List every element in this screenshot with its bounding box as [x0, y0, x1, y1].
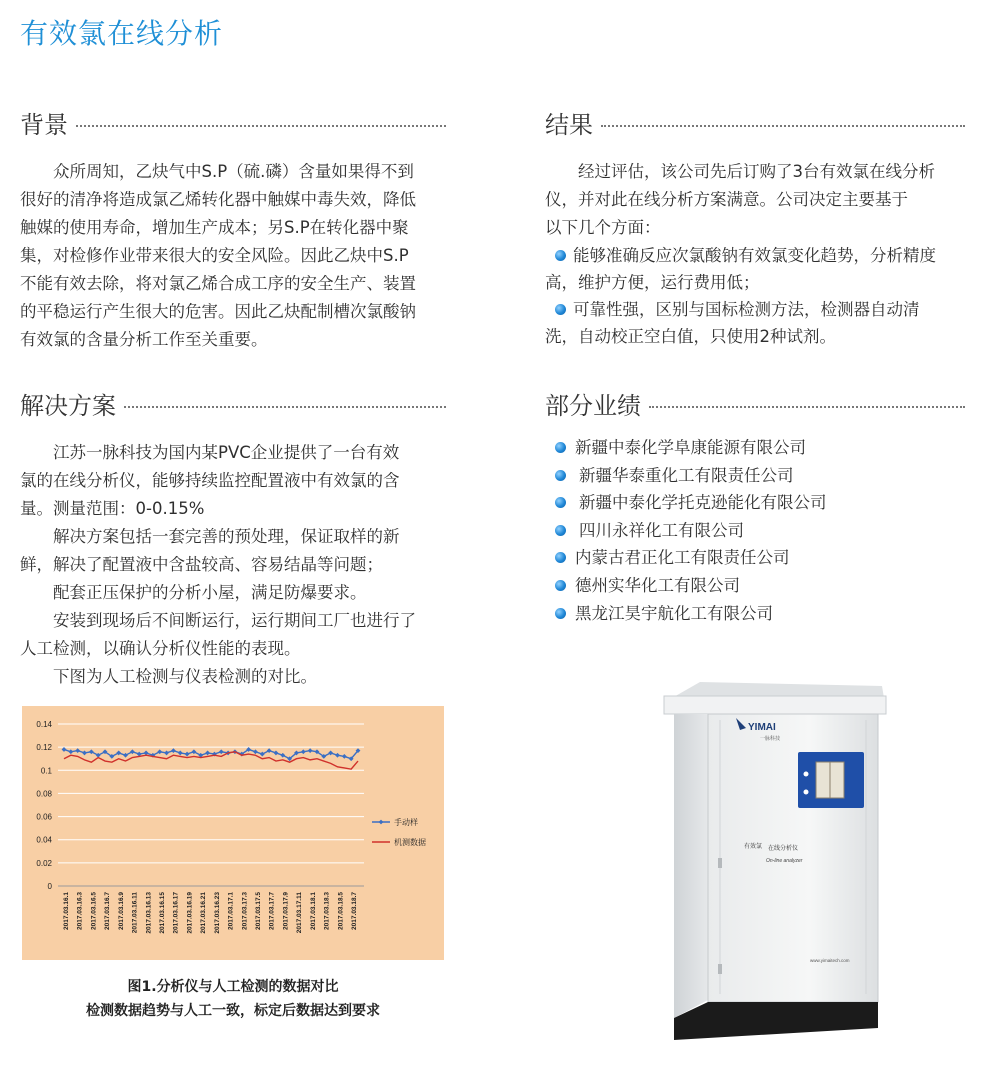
manual-series-point	[130, 749, 135, 754]
background-line: 集，对检修作业带来很大的安全风险。因此乙炔中S.P	[20, 246, 409, 265]
manual-series-point	[171, 748, 176, 753]
results-heading-text: 结果	[545, 110, 593, 139]
manual-series-point	[75, 748, 80, 753]
company-name: 四川永祥化工有限公司	[579, 520, 744, 540]
chart-y-tick-label: 0.04	[36, 835, 52, 845]
chart-x-tick-label: 2017.03.17.1	[227, 892, 235, 930]
manual-series-point	[267, 748, 272, 753]
chart-x-tick-label: 2017.03.16.23	[213, 892, 221, 934]
performance-heading	[545, 386, 965, 420]
background-heading	[20, 105, 446, 139]
chart-x-tick-label: 2017.03.17.5	[255, 892, 262, 930]
solution-line: 安装到现场后不间断运行，运行期间工厂也进行了	[53, 611, 416, 630]
bullet-icon	[555, 580, 566, 591]
manual-series-point	[205, 751, 210, 756]
chart-x-tick-label: 2017.03.18.1	[309, 892, 317, 930]
device-brand-sub: 一脉科技	[760, 736, 781, 742]
chart-y-tick-label: 0.02	[36, 858, 52, 868]
heading-divider	[76, 125, 446, 127]
manual-series-point	[192, 749, 197, 754]
manual-series-point	[253, 749, 258, 754]
manual-series-point	[274, 751, 279, 756]
chart-x-tick-label: 2017.03.17.11	[296, 892, 304, 934]
manual-series-point	[260, 752, 265, 757]
manual-series-point	[301, 749, 306, 754]
company-item	[545, 544, 965, 572]
chart-x-tick-label: 2017.03.17.7	[268, 892, 276, 930]
manual-series-point	[219, 749, 224, 754]
heading-divider	[601, 125, 965, 127]
manual-series-point	[116, 751, 121, 756]
chart-x-tick-label: 2017.03.16.5	[90, 892, 98, 930]
results-point-line2: 洗，自动校正空白值，只使用2种试剂。	[545, 327, 836, 346]
page-title: 有效氯在线分析	[20, 17, 224, 50]
chart-y-tick-label: 0.1	[40, 766, 52, 776]
chart-x-tick-label: 2017.03.17.9	[282, 892, 290, 930]
background-line: 很好的清净将造成氯乙烯转化器中触媒中毒失效，降低	[20, 190, 416, 209]
solution-line: 配套正压保护的分析小屋，满足防爆要求。	[53, 583, 367, 602]
manual-series-point	[164, 751, 169, 756]
legend-marker	[379, 820, 384, 825]
legend-label: 机测数据	[394, 838, 426, 847]
performance-heading-text: 部分业绩	[545, 391, 641, 420]
background-heading-text: 背景	[20, 110, 68, 139]
company-name: 黑龙江昊宇航化工有限公司	[575, 603, 773, 623]
company-name: 内蒙古君正化工有限责任公司	[575, 548, 790, 568]
solution-line: 氯的在线分析仪，能够持续监控配置液中有效氯的含	[20, 471, 400, 490]
manual-series-line	[64, 749, 358, 758]
background-line: 有效氯的含量分析工作至关重要。	[20, 330, 268, 349]
solution-heading-text: 解决方案	[20, 391, 116, 420]
device-brand: YIMAI	[748, 722, 776, 733]
chart-y-tick-label: 0.06	[36, 812, 52, 822]
chart-caption-title: 图1.分析仪与人工检测的数据对比	[127, 979, 339, 995]
results-heading	[545, 105, 965, 139]
chart-x-tick-label: 2017.03.16.21	[200, 892, 208, 934]
background-paragraph	[20, 158, 450, 354]
results-points	[535, 242, 975, 350]
chart-x-tick-label: 2017.03.16.11	[131, 892, 139, 934]
results-line: 以下几个方面：	[545, 218, 661, 237]
chart-caption-subtitle: 检测数据趋势与人工一致，标定后数据达到要求	[86, 1003, 380, 1019]
company-item	[545, 434, 965, 462]
company-item	[545, 489, 965, 517]
solution-paragraph	[20, 439, 450, 691]
company-item	[545, 462, 965, 490]
company-name: 新疆华泰重化工有限责任公司	[579, 465, 794, 485]
chart-y-tick-label: 0	[47, 882, 52, 891]
legend-label: 手动样	[394, 818, 418, 827]
manual-series-point	[157, 749, 162, 754]
solution-line: 江苏一脉科技为国内某PVC企业提供了一台有效	[53, 443, 400, 462]
manual-series-point	[62, 747, 67, 752]
background-line: 不能有效去除，将对氯乙烯合成工序的安全生产、装置	[20, 274, 416, 293]
manual-series-point	[82, 751, 87, 756]
chart-x-tick-label: 2017.03.18.3	[323, 892, 331, 930]
bullet-icon	[555, 470, 566, 481]
background-line: 众所周知，乙炔气中S.P（硫.磷）含量如果得不到	[53, 162, 414, 181]
solution-heading	[20, 386, 446, 420]
solution-line: 解决方案包括一套完善的预处理，保证取样的新	[53, 527, 400, 546]
solution-line: 鲜，解决了配置液中含盐较高、容易结晶等问题；	[20, 555, 383, 574]
company-item	[545, 517, 965, 545]
bullet-icon	[555, 525, 566, 536]
chart-y-tick-label: 0.14	[36, 720, 52, 729]
chart-x-tick-label: 2017.03.17.3	[241, 892, 249, 930]
manual-series-point	[280, 753, 285, 758]
company-name: 德州实华化工有限公司	[575, 575, 740, 595]
chart-x-tick-label: 2017.03.16.1	[63, 892, 70, 930]
manual-series-point	[89, 749, 94, 754]
manual-series-point	[342, 754, 347, 759]
heading-divider	[649, 406, 965, 408]
chart-y-tick-label: 0.08	[36, 789, 52, 799]
device-label-3: On-line analyzer	[766, 858, 803, 864]
manual-series-point	[335, 753, 340, 758]
results-line: 仪，并对此在线分析方案满意。公司决定主要基于	[545, 190, 908, 209]
solution-line: 量。测量范围：0-0.15%	[20, 499, 205, 518]
company-item	[545, 572, 965, 600]
chart-y-tick-label: 0.12	[36, 743, 52, 753]
bullet-icon	[555, 304, 566, 315]
chart-x-tick-label: 2017.03.18.7	[351, 892, 358, 930]
device-footer: www.yimaitech.com	[810, 958, 850, 963]
results-point-line1: 能够准确反应次氯酸钠有效氯变化趋势，分析精度	[573, 246, 936, 265]
company-name: 新疆中泰化学托克逊能化有限公司	[579, 493, 827, 513]
results-point-line1: 可靠性强，区别与国标检测方法，检测器自动清	[573, 300, 920, 319]
device-label-1: 有效氯	[744, 843, 763, 850]
results-point	[535, 242, 975, 296]
solution-line: 人工检测，以确认分析仪性能的表现。	[20, 639, 301, 658]
chart-x-tick-label: 2017.03.16.17	[172, 892, 180, 934]
results-point-line2: 高，维护方便，运行费用低；	[545, 273, 760, 292]
chart-x-tick-label: 2017.03.16.15	[159, 892, 166, 934]
manual-series-point	[123, 753, 128, 758]
manual-series-point	[185, 752, 190, 757]
bullet-icon	[555, 497, 566, 508]
manual-series-point	[328, 751, 333, 756]
background-line: 触媒的使用寿命，增加生产成本；另S.P在转化器中聚	[20, 218, 409, 237]
chart-x-tick-label: 2017.03.16.19	[186, 892, 194, 934]
company-item	[545, 600, 965, 628]
manual-series-point	[178, 751, 183, 756]
results-point	[535, 296, 975, 350]
manual-series-point	[68, 749, 73, 754]
chart-x-tick-label: 2017.03.16.7	[104, 892, 112, 930]
company-name: 新疆中泰化学阜康能源有限公司	[575, 438, 806, 457]
chart-x-tick-label: 2017.03.16.9	[117, 892, 125, 930]
bullet-icon	[555, 552, 566, 563]
analyzer-cabinet-drawing	[660, 668, 890, 1040]
bullet-icon	[555, 250, 566, 261]
background-line: 的平稳运行产生很大的危害。因此乙炔配制槽次氯酸钠	[20, 302, 416, 321]
comparison-chart	[22, 706, 444, 960]
chart-x-tick-label: 2017.03.18.5	[337, 892, 345, 930]
solution-line: 下图为人工检测与仪表检测的对比。	[53, 667, 317, 686]
company-list	[545, 434, 965, 627]
device-label-2: 在线分析仪	[768, 845, 799, 852]
results-line: 经过评估，该公司先后订购了3台有效氯在线分析	[578, 162, 935, 181]
manual-series-point	[308, 748, 313, 753]
analyzer-cabinet-image	[660, 668, 890, 1040]
chart-x-tick-label: 2017.03.16.3	[76, 892, 84, 930]
results-intro	[545, 158, 975, 242]
bullet-icon	[555, 442, 566, 453]
chart-x-tick-label: 2017.03.16.13	[145, 892, 153, 934]
chart-svg	[22, 706, 444, 960]
bullet-icon	[555, 608, 566, 619]
heading-divider	[124, 406, 446, 408]
